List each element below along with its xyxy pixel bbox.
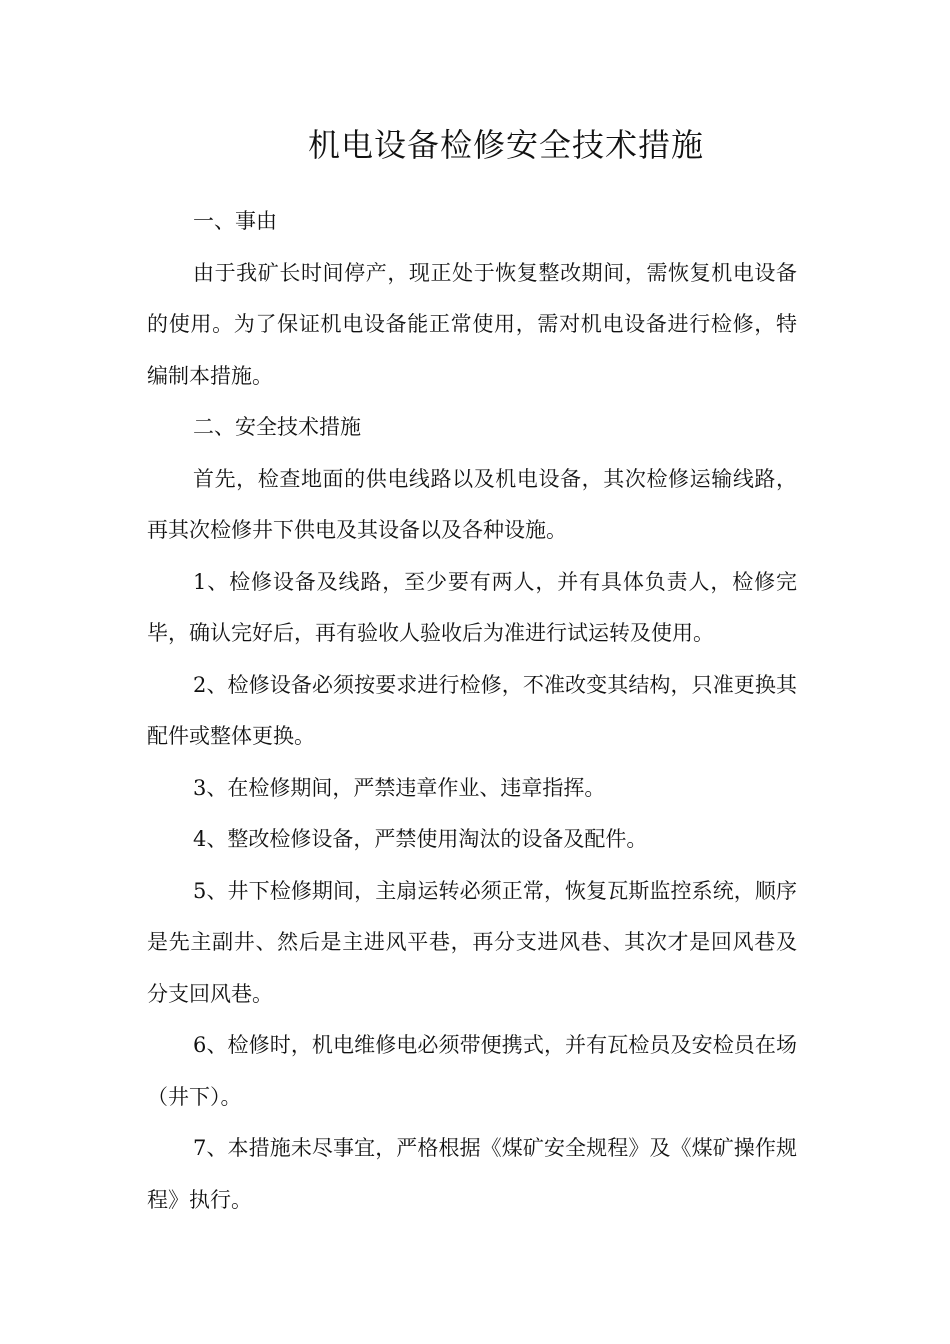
document-title: 机电设备检修安全技术措施 (307, 126, 704, 164)
measures-intro-paragraph: 首先，检查地面的供电线路以及机电设备，其次检修运输线路，再其次检修井下供电及其设备以及各种设施。 (147, 466, 797, 542)
measure-item-1: 1、检修设备及线路，至少要有两人，并有具体负责人，检修完毕，确认完好后，再有验收人验收后为准进行试运转及使用。 (147, 569, 797, 645)
measure-item-6: 6、检修时，机电维修电必须带便携式，并有瓦检员及安检员在场（井下）。 (147, 1033, 797, 1109)
measure-item-4: 4、整改检修设备，严禁使用淘汰的设备及配件。 (193, 827, 648, 851)
measure-item-7: 7、本措施未尽事宜，严格根据《煤矿安全规程》及《煤矿操作规程》执行。 (147, 1136, 797, 1212)
reason-paragraph: 由于我矿长时间停产，现正处于恢复整改期间，需恢复机电设备的使用。为了保证机电设备能正常使用，需对机电设备进行检修，特编制本措施。 (147, 260, 797, 388)
measure-item-3: 3、在检修期间，严禁违章作业、违章指挥。 (193, 775, 606, 800)
document-body (147, 196, 797, 1226)
measure-item-5: 5、井下检修期间，主扇运转必须正常，恢复瓦斯监控系统，顺序是先主副井、然后是主进风平巷，再分支进风巷、其次才是回风巷及分支回风巷。 (147, 878, 797, 1006)
section-heading-measures: 二、安全技术措施 (193, 415, 361, 439)
measure-item-2: 2、检修设备必须按要求进行检修，不准改变其结构，只准更换其配件或整体更换。 (147, 672, 797, 748)
section-heading-reason: 一、事由 (193, 209, 277, 233)
